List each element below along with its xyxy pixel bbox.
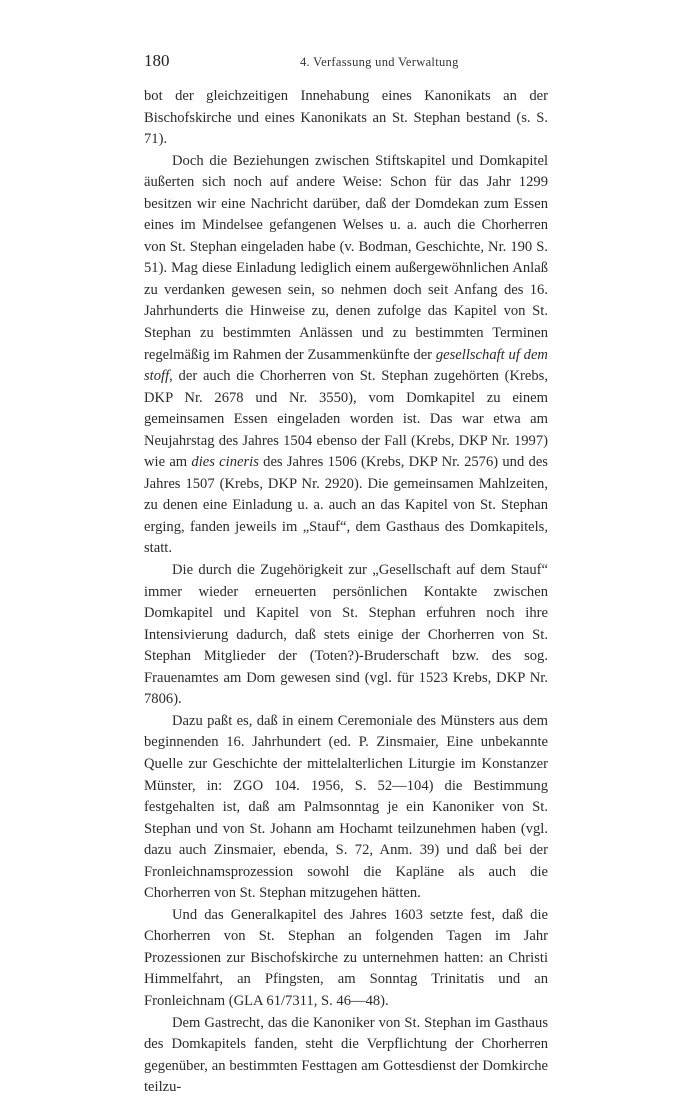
paragraph-6 <box>144 1013 548 1099</box>
paragraph-text: des Jahres 1506 (Krebs, DKP Nr. 2576) und des Jahres 1507 (Krebs, DKP Nr. 2920). Die gemeinsamen Mahlzeiten, zu denen eine Einladung u. a. auch an das Kapitel von St. Stephan erging, fanden jeweils im „Stauf“, dem Gasthaus des Domkapitels, statt. <box>144 454 548 557</box>
section-title: 4. Verfassung und Verwaltung <box>300 55 459 69</box>
paragraph-text: Die durch die Zugehörigkeit zur „Gesellschaft auf dem Stauf“ immer wieder erneuerten persönlichen Kontakte zwischen Domkapitel und Kapitel von St. Stephan erfuhren noch ihre Intensivierung dadurch, daß stets einige der Chorherren von St. Stephan Mitglieder der (Toten?)-Bruderschaft bzw. des sog. Frauenamtes am Dom gewesen sind (vgl. für 1523 Krebs, DKP Nr. 7806). <box>144 562 548 708</box>
paragraph-text: Doch die Beziehungen zwischen Stiftskapitel und Domkapitel äußerten sich noch auf andere Weise: Schon für das Jahr 1299 besitzen wir eine Nachricht darüber, daß der Domdekan zum Essen eines im Mindelsee gefangenen Welses u. a. auch die Chorherren von St. Stephan eingeladen habe (v. Bodman, Geschichte, Nr. 190 S. 51). Mag diese Einladung lediglich einem außergewöhnlichen Anlaß zu verdanken gewesen sein, so nehmen doch seit Anfang des 16. Jahrhunderts die Hinweise zu, denen zufolge das Kapitel von St. Stephan zu bestimmten Anlässen und zu bestimmten Terminen regelmäßig im Rahmen der Zusammenkünfte der <box>144 152 548 363</box>
paragraph-text: Und das Generalkapitel des Jahres 1603 setzte fest, daß die Chorherren von St. Stephan an folgenden Tagen im Jahr Prozessionen zur Bischofskirche zu unternehmen hatten: an Christi Himmelfahrt, an Pfingsten, am Sonntag Trinitatis und an Fronleichnam (GLA 61/7311, S. 46—48). <box>144 906 548 1009</box>
paragraph-text: bot der gleichzeitigen Innehabung eines Kanonikats an der Bischofskirche und eines Kanonikats an St. Stephan bestand (s. S. 71). <box>144 88 548 148</box>
paragraph-3 <box>144 560 548 711</box>
paragraph-1 <box>144 86 548 151</box>
italic-phrase: dies cineris <box>191 454 259 471</box>
paragraph-text: Dazu paßt es, daß in einem Ceremoniale des Münsters aus dem beginnenden 16. Jahrhundert (ed. P. Zinsmaier, Eine unbekannte Quelle zur Geschichte der mittelalterlichen Liturgie im Konstanzer Münster, in: ZGO 104. 1956, S. 52—104) die Bestimmung festgehalten ist, daß am Palmsonntag je ein Kanoniker von St. Stephan und von St. Johann am Hochamt teilzunehmen haben (vgl. dazu auch Zinsmaier, ebenda, S. 72, Anm. 39) und daß bei der Fronleichnamsprozession sowohl die Kapläne als auch die Chorherren von St. Stephan mitzugehen hätten. <box>144 712 548 902</box>
italic-phrase: gesellschaft uf dem stoff <box>144 346 548 385</box>
body-text <box>144 86 548 1099</box>
running-header <box>144 50 544 72</box>
paragraph-text: Dem Gastrecht, das die Kanoniker von St. Stephan im Gasthaus des Domkapitels fanden, steht die Verpflichtung der Chorherren gegenüber, an bestimmten Festtagen am Gottesdienst der Domkirche teilzu- <box>144 1014 548 1096</box>
paragraph-2 <box>144 151 548 560</box>
paragraph-text: , der auch die Chorherren von St. Stephan zugehörten (Krebs, DKP Nr. 2678 und Nr. 3550), vom Domkapitel zu einem gemeinsamen Essen eingeladen worden ist. Das war etwa am Neujahrstag des Jahres 1504 ebenso der Fall (Krebs, DKP Nr. 1997) wie am <box>144 368 548 471</box>
paragraph-5 <box>144 905 548 1013</box>
page-number: 180 <box>144 51 170 70</box>
paragraph-4 <box>144 711 548 905</box>
